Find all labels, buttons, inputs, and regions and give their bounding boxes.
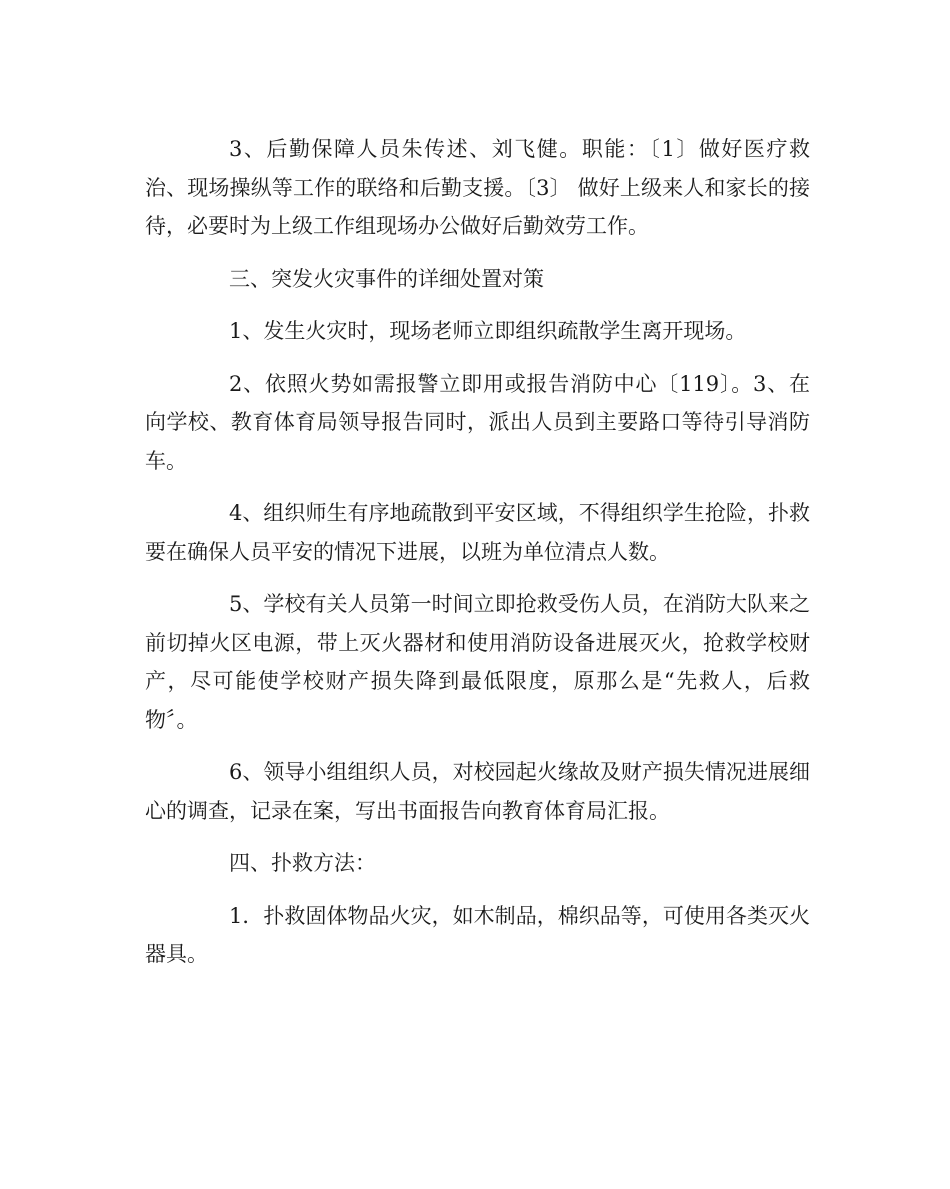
- paragraph-logistics-staff: 3、后勤保障人员朱传述、刘飞健。职能：〔1〕做好医疗救治、现场操纵等工作的联络和后勤支援。〔3〕 做好上级来人和家长的接待，必要时为上级工作组现场办公做好后勤效劳工作。: [145, 137, 810, 238]
- paragraph-investigation: 6、领导小组组织人员，对校园起火缘故及财产损失情况进展细心的调查，记录在案，写出书面报告向教育体育局汇报。: [145, 760, 810, 823]
- paragraph-rescue-injured: 5、学校有关人员第一时间立即抢救受伤人员，在消防大队来之前切掉火区电源，带上灭火器材和使用消防设备进展灭火，抢救学校财产，尽可能使学校财产损失降到最低限度，原那么是“先救人，后救物〞。: [145, 592, 810, 732]
- paragraph-report-fire: 2、依照火势如需报警立即用或报告消防中心〔119〕。3、在向学校、教育体育局领导报告同时，派出人员到主要路口等待引导消防车。: [145, 371, 810, 473]
- paragraph-orderly-evacuation: 4、组织师生有序地疏散到平安区域，不得组织学生抢险，扑救要在确保人员平安的情况下进展，以班为单位清点人数。: [145, 501, 810, 564]
- paragraph-evacuate-students: 1、发生火灾时，现场老师立即组织疏散学生离开现场。: [229, 319, 747, 343]
- section-heading-extinguishing-methods: 四、扑救方法：: [229, 851, 376, 875]
- section-heading-fire-response: 三、突发火灾事件的详细处置对策: [229, 266, 544, 291]
- paragraph-solid-fires: 1．扑救固体物品火灾，如木制品，棉织品等，可使用各类灭火器具。: [145, 903, 810, 966]
- document-body: [145, 130, 810, 988]
